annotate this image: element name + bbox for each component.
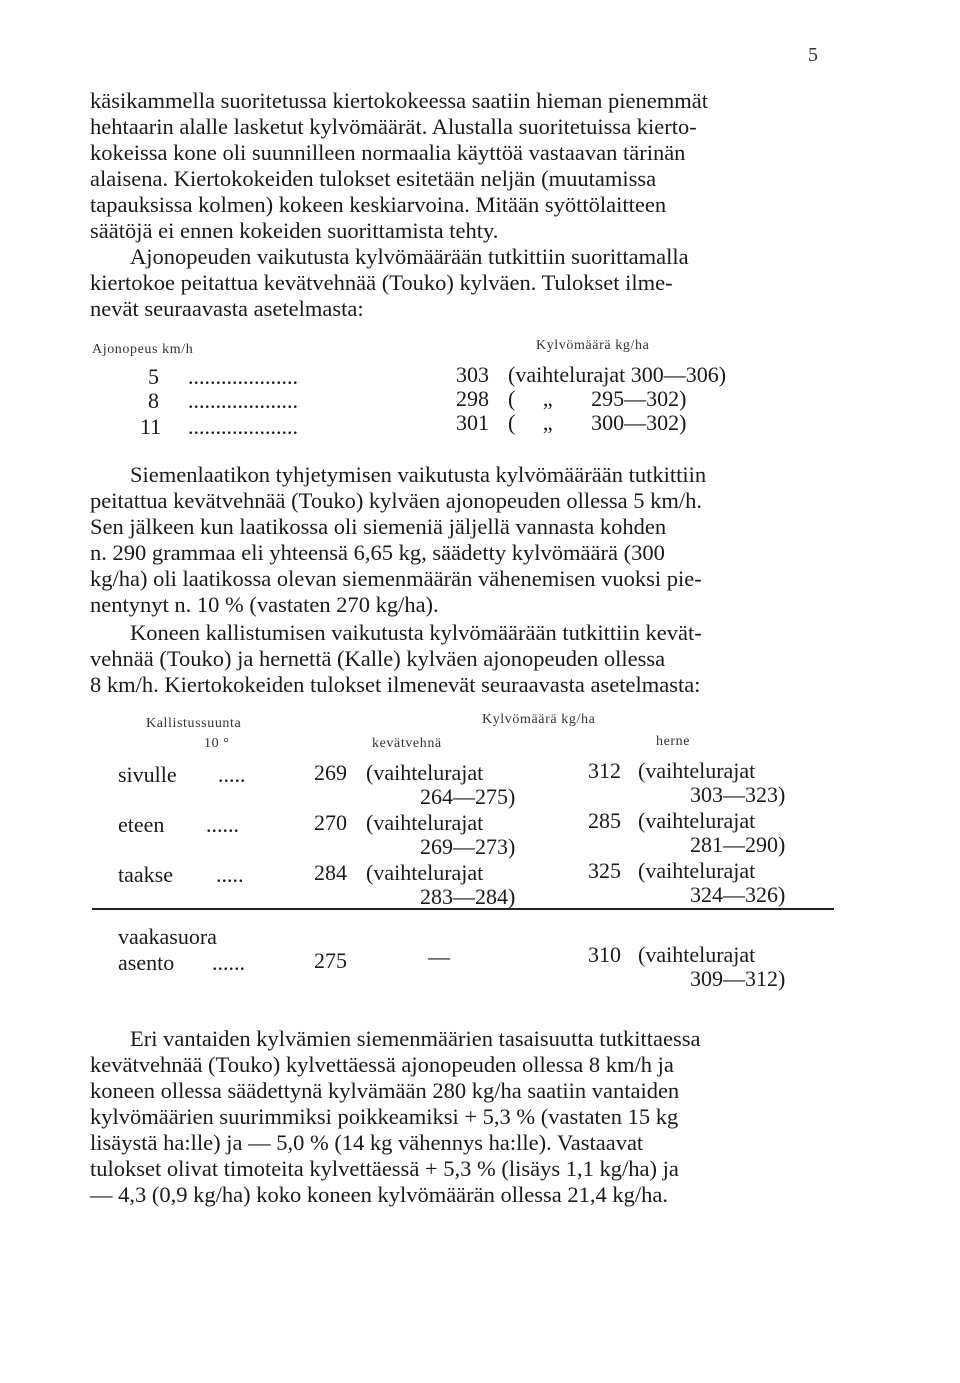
table1-speed: 8: [148, 388, 159, 413]
text-line: nentynyt n. 10 % (vastaten 270 kg/ha).: [90, 592, 439, 617]
text-line: Siemenlaatikon tyhjetymisen vaikutusta kylvömäärään tutkittiin: [130, 462, 707, 487]
table2-pea-value: 325: [588, 858, 621, 883]
table2-wheat-dash: —: [428, 944, 450, 969]
text-line: Sen jälkeen kun laatikossa oli siemeniä jäljellä vannasta kohden: [90, 514, 667, 539]
table1-value: 301: [456, 410, 489, 435]
table1-speed: 5: [148, 364, 159, 389]
table-divider: [92, 908, 834, 910]
table2-row-label: eteen: [118, 812, 165, 837]
table2-pea-range: (vaihtelurajat: [638, 808, 756, 833]
table2-wheat-range: 283—284): [420, 884, 516, 909]
table2-pea-range: 303—323): [690, 782, 786, 807]
text-line: kylvömäärien suurimmiksi poikkeamiksi + 5,3 % (vastaten 15 kg: [90, 1104, 679, 1129]
table2-pea-value: 312: [588, 758, 621, 783]
table2-pea-range: (vaihtelurajat: [638, 858, 756, 883]
table1-dots: ....................: [188, 414, 298, 439]
text-line: tapauksissa kolmen) kokeen keskiarvoina. Mitään syöttölaitteen: [90, 192, 667, 217]
table2-wheat-value: 284: [314, 860, 347, 885]
table2-header-wheat: kevätvehnä: [372, 736, 442, 751]
table1-range: ( „ 295—302): [508, 386, 687, 411]
text-line: n. 290 grammaa eli yhteensä 6,65 kg, säädetty kylvömäärä (300: [90, 540, 665, 565]
table1-range: ( „ 300—302): [508, 410, 687, 435]
table2-pea-range: 281—290): [690, 832, 786, 857]
table2-wheat-value: 269: [314, 760, 347, 785]
table2-pea-value: 285: [588, 808, 621, 833]
table1-range: (vaihtelurajat 300—306): [508, 362, 727, 387]
text-line: kevätvehnää (Touko) kylvettäessä ajonopeuden ollessa 8 km/h ja: [90, 1052, 674, 1077]
table2-header-pea: herne: [656, 734, 691, 749]
table2-wheat-value: 275: [314, 948, 347, 973]
table2-header-amount: Kylvömäärä kg/ha: [482, 712, 596, 727]
text-line: Ajonopeuden vaikutusta kylvömäärään tutkittiin suorittamalla: [130, 244, 689, 269]
text-line: — 4,3 (0,9 kg/ha) koko koneen kylvömäärän ollessa 21,4 kg/ha.: [90, 1182, 669, 1207]
table2-row-dots: .....: [216, 862, 244, 887]
text-line: vehnää (Touko) ja hernettä (Kalle) kylväen ajonopeuden ollessa: [90, 646, 666, 671]
table2-wheat-range: 264—275): [420, 784, 516, 809]
table2-pea-range: (vaihtelurajat: [638, 758, 756, 783]
text-line: nevät seuraavasta asetelmasta:: [90, 296, 364, 321]
table2-row-label: asento: [118, 950, 175, 975]
text-line: alaisena. Kiertokokeiden tulokset esitetään neljän (muutamissa: [90, 166, 657, 191]
paragraph-4: [90, 620, 830, 698]
table1-header-amount: Kylvömäärä kg/ha: [536, 338, 650, 353]
table1-dots: ....................: [188, 364, 298, 389]
text-line: koneen ollessa säädettynä kylvämään 280 kg/ha saatiin vantaiden: [90, 1078, 680, 1103]
text-line: Koneen kallistumisen vaikutusta kylvömäärään tutkittiin kevät-: [130, 620, 702, 645]
table2-pea-range: 324—326): [690, 882, 786, 907]
table2-pea-range: 309—312): [690, 966, 786, 991]
table1-value: 298: [456, 386, 489, 411]
table2-wheat-range: (vaihtelurajat: [366, 760, 484, 785]
table2-wheat-range: (vaihtelurajat: [366, 860, 484, 885]
table2-pea-range: (vaihtelurajat: [638, 942, 756, 967]
text-line: käsikammella suoritetussa kiertokokeessa saatiin hieman pienemmät: [90, 88, 708, 113]
text-line: lisäystä ha:lle) ja — 5,0 % (14 kg vähennys ha:lle). Vastaavat: [90, 1130, 644, 1155]
table2-wheat-range: (vaihtelurajat: [366, 810, 484, 835]
table2-wheat-value: 270: [314, 810, 347, 835]
text-line: kg/ha) oli laatikossa olevan siemenmäärän vähenemisen vuoksi pie-: [90, 566, 702, 591]
table2-pea-value: 310: [588, 942, 621, 967]
table2-header-direction: Kallistussuunta: [146, 716, 242, 731]
text-line: säätöjä ei ennen kokeiden suorittamista tehty.: [90, 218, 499, 243]
text-line: tulokset olivat timoteita kylvettäessä + 5,3 % (lisäys 1,1 kg/ha) ja: [90, 1156, 679, 1181]
table2-row-label: vaakasuora: [118, 924, 217, 949]
table2-header-degree: 10 °: [204, 736, 230, 751]
text-line: Eri vantaiden kylvämien siemenmäärien tasaisuutta tutkittaessa: [130, 1026, 701, 1051]
paragraph-3: [90, 462, 830, 618]
table1-header-speed: Ajonopeus km/h: [92, 342, 194, 357]
table2-row-dots: ......: [212, 950, 245, 975]
table1-value: 303: [456, 362, 489, 387]
table2-row-label: sivulle: [118, 762, 177, 787]
table1-speed: 11: [140, 414, 162, 439]
table2-row-dots: ......: [206, 812, 239, 837]
table2-row-dots: .....: [218, 762, 246, 787]
text-line: peitattua kevätvehnää (Touko) kylväen ajonopeuden ollessa 5 km/h.: [90, 488, 702, 513]
text-line: 8 km/h. Kiertokokeiden tulokset ilmenevät seuraavasta asetelmasta:: [90, 672, 701, 697]
paragraph-1: [90, 88, 830, 244]
table2-row-label: taakse: [118, 862, 173, 887]
table1-dots: ....................: [188, 388, 298, 413]
table2-wheat-range: 269—273): [420, 834, 516, 859]
text-line: hehtaarin alalle lasketut kylvömäärät. Alustalla suoritetuissa kierto-: [90, 114, 697, 139]
page-number: 5: [808, 44, 818, 66]
text-line: kiertokoe peitattua kevätvehnää (Touko) kylväen. Tulokset ilme-: [90, 270, 673, 295]
paragraph-2: [90, 244, 830, 322]
paragraph-5: [90, 1026, 830, 1208]
text-line: kokeissa kone oli suunnilleen normaalia käyttöä vastaavan tärinän: [90, 140, 686, 165]
